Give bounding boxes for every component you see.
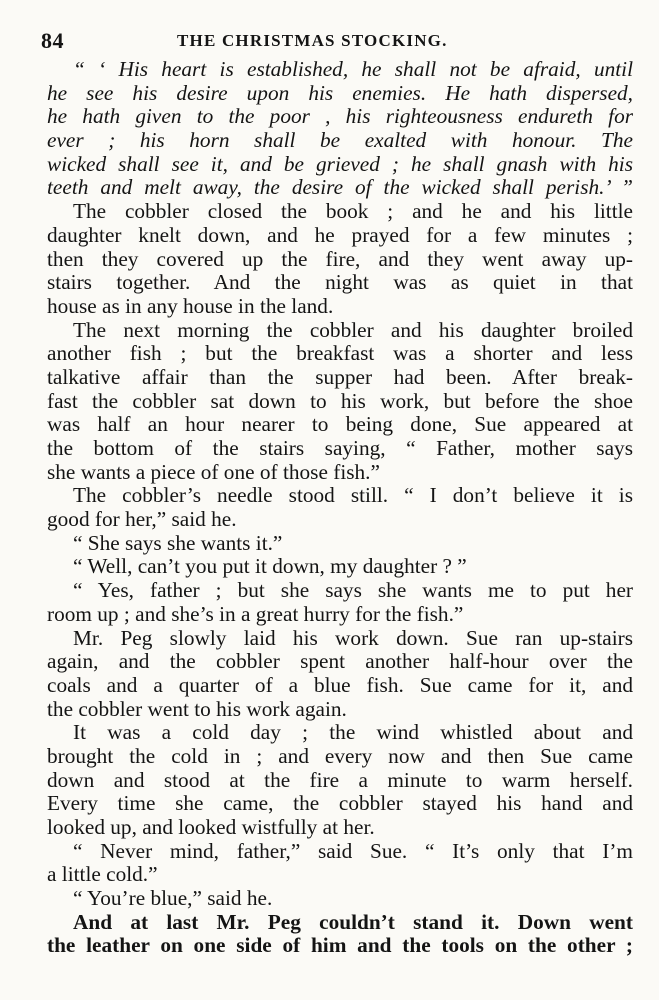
text-line: the cobbler went to his work again. [47, 697, 347, 721]
text-line: “ Never mind, father,” said Sue. “ It’s only that I’m [73, 839, 633, 863]
text-line: daughter knelt down, and he prayed for a few minutes ; [47, 223, 633, 247]
text-line: a little cold.” [47, 863, 158, 887]
text-line: stairs together. And the night was as quiet in that [47, 271, 633, 295]
text-line: then they covered up the fire, and they went away up- [47, 247, 633, 271]
page-header [41, 28, 633, 58]
text-line: looked up, and looked wistfully at her. [47, 816, 375, 839]
text-line: was half an hour nearer to being done, Sue appeared at [47, 413, 633, 437]
text-line: he see his desire upon his enemies. He hath dispersed, [47, 81, 633, 105]
running-head: THE CHRISTMAS STOCKING. [177, 31, 448, 50]
page-number: 84 [41, 28, 64, 53]
text-line: again, and the cobbler spent another half-hour over the [47, 650, 633, 674]
text-line: Mr. Peg slowly laid his work down. Sue ran up-stairs [73, 626, 633, 650]
text-line: “ Well, can’t you put it down, my daughter ? ” [73, 555, 467, 579]
text-line: And at last Mr. Peg couldn’t stand it. Down went [73, 910, 633, 934]
text-line: coals and a quarter of a blue fish. Sue came for it, and [47, 673, 633, 697]
text-line: room up ; and she’s in a great hurry for the fish.” [47, 602, 464, 626]
text-line: “ Yes, father ; but she says she wants me to put her [73, 579, 633, 603]
text-line: “ You’re blue,” said he. [73, 887, 273, 911]
text-line: ever ; his horn shall be exalted with honour. The [47, 129, 633, 153]
text-line: “ ‘ His heart is established, he shall not be afraid, until [73, 58, 633, 81]
text-line: The cobbler closed the book ; and he and his little [73, 200, 633, 224]
text-line: another fish ; but the breakfast was a shorter and less [47, 342, 633, 366]
text-line: fast the cobbler sat down to his work, but before the shoe [47, 389, 633, 413]
text-line: good for her,” said he. [47, 508, 237, 532]
text-line: he hath given to the poor , his righteousness endureth for [47, 105, 633, 129]
text-line: the bottom of the stairs saying, “ Father, mother says [47, 437, 633, 460]
text-line: talkative affair than the supper had been. After break- [47, 365, 633, 389]
text-line: Every time she came, the cobbler stayed his hand and [47, 792, 633, 816]
text-line: The next morning the cobbler and his daughter broiled [73, 318, 633, 342]
text-line: the leather on one side of him and the tools on the other ; [47, 934, 633, 958]
text-line: It was a cold day ; the wind whistled about and [73, 721, 633, 745]
text-line: she wants a piece of one of those fish.” [47, 460, 380, 484]
text-line: wicked shall see it, and be grieved ; he shall gnash with his [47, 152, 633, 176]
text-line: down and stood at the fire a minute to warm herself. [47, 768, 633, 792]
text-line: teeth and melt away, the desire of the wicked shall perish.’ ” [47, 176, 633, 200]
text-line: “ She says she wants it.” [73, 531, 283, 555]
text-line: brought the cold in ; and every now and then Sue came [47, 744, 633, 768]
text-line: The cobbler’s needle stood still. “ I don’t believe it is [73, 484, 633, 508]
text-line: house as in any house in the land. [47, 294, 334, 318]
body-text [47, 58, 633, 958]
